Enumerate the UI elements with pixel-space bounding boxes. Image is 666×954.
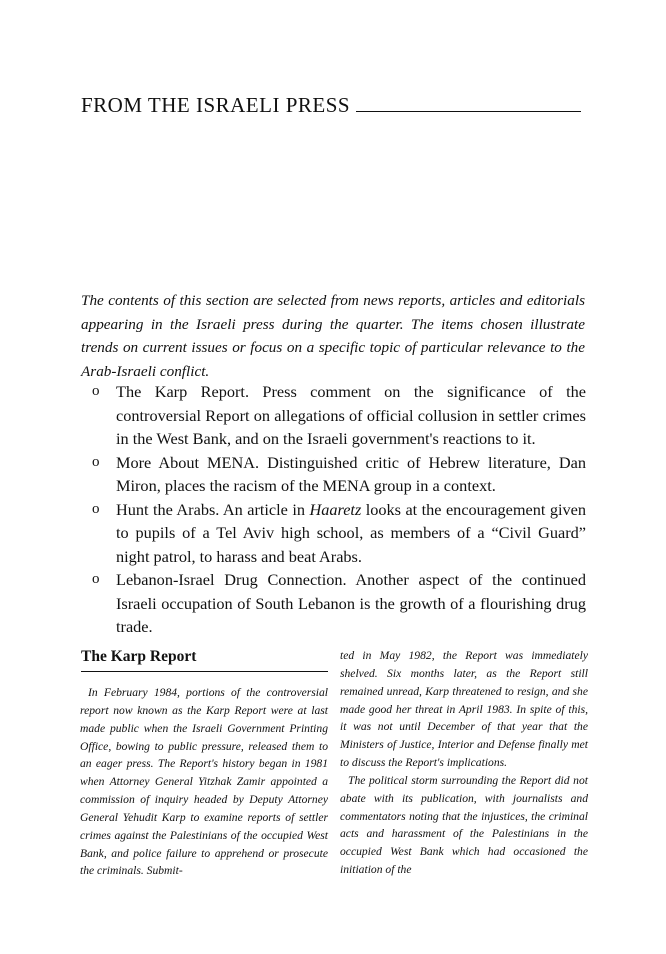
list-item: [92, 451, 586, 498]
article-right-column: [340, 647, 588, 879]
article-left-column: In February 1984, portions of the controversial report now known as the Karp Report were at last made public when the Israeli Government Printing Office, bowing to public pressure, released them to an eager press. The Report's history began in 1981 when Attorney General Yitzhak Zamir appointed a commission of inquiry headed by Deputy Attorney General Yehudit Karp to examine reports of settler crimes against the Palestinians of the occupied West Bank, and police failure to apprehend or prosecute the criminals. Submit-: [80, 686, 328, 878]
page-header: [81, 86, 581, 116]
header-rule: [356, 111, 581, 112]
bullet-marker: o: [92, 453, 100, 470]
bullet-marker: o: [92, 383, 100, 399]
list-item-text: Lebanon-Israel Drug Connection. Another aspect of the continued Israeli occupation of South Lebanon is the growth of a flourishing drug trade.: [116, 570, 586, 636]
newspaper-name: Haaretz: [309, 499, 362, 519]
list-item-text: [116, 498, 586, 569]
list-item-text: More About MENA. Distinguished critic of Hebrew literature, Dan Miron, places the racism of the MENA group in a context.: [116, 452, 586, 495]
list-item-text: The Karp Report. Press comment on the significance of the controversial Report on allegations of official collusion in settler crimes in the West Bank, and on the Israeli government's reactions to it.: [116, 382, 586, 448]
list-item: [92, 380, 586, 451]
article-heading: The Karp Report: [81, 646, 328, 672]
list-item: [92, 498, 586, 569]
contents-list: [92, 380, 586, 639]
bullet-marker: o: [92, 571, 100, 587]
list-item: [92, 568, 586, 639]
list-item-text-part: looks at the encouragement given to pupils of a Tel Aviv high school, as members of a “Civil Guard” night patrol, to harass and beat Arabs.: [116, 499, 586, 566]
list-item-text-part: Hunt the Arabs. An article in: [116, 499, 310, 519]
bullet-marker: o: [92, 500, 100, 517]
article-paragraph: The political storm surrounding the Report did not abate with its publication, with journalists and commentators noting that the injustices, the criminal acts and harassment of the Palestinians in the occupied West Bank which had occasioned the initiation of the: [340, 773, 588, 877]
section-title: FROM THE ISRAELI PRESS: [81, 93, 351, 117]
intro-paragraph: The contents of this section are selected from news reports, articles and editorials appearing in the Israeli press during the quarter. The items chosen illustrate trends on current issues or focus on a specific topic of particular relevance to the Arab-Israeli conflict.: [81, 292, 585, 380]
article-paragraph: ted in May 1982, the Report was immediately shelved. Six months later, as the Report still remained unread, Karp threatened to resign, and she made good her threat in April 1983. In spite of this, it was not until December of that year that the Ministers of Justice, Interior and Defense finally met to discuss the Report's implications.: [340, 649, 588, 770]
